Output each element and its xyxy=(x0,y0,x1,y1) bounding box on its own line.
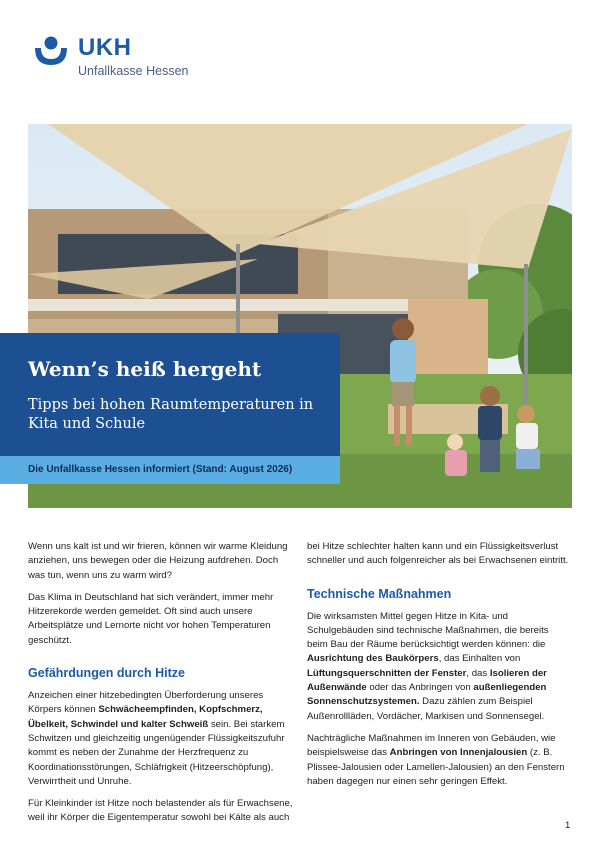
children-paragraph: Für Kleinkinder ist Hitze noch belastender als für Erwachsene, weil ihr Körper die Eigentemperatur sowohl bei Kälte als auch xyxy=(28,798,293,824)
interior-measures-paragraph: Nachträgliche Maßnahmen im Inneren von Gebäuden, wie beispielsweise das Anbringen von Innenjalousien (z. B. Plissee-Jalousien oder Lamellen-Jalousien) an den Fenstern haben dagegen nur einen sehr geringen Effekt. xyxy=(307,732,565,787)
page-subtitle: Tipps bei hohen Raumtemperaturen in Kita und Schule xyxy=(28,397,314,432)
section-heading-hazards: Gefährdungen durch Hitze xyxy=(28,666,185,681)
left-column xyxy=(28,540,293,834)
intro-paragraph: Wenn uns kalt ist und wir frieren, können wir warme Kleidung anziehen, uns bewegen oder die Heizung aufdrehen. Doch was tun, wenn uns zu warm wird? xyxy=(28,541,288,581)
right-column xyxy=(307,540,572,797)
title-box xyxy=(0,333,340,456)
info-bar xyxy=(0,456,340,484)
ukh-logo-mark-icon xyxy=(34,36,68,66)
ukh-logo xyxy=(34,34,194,84)
logo-name: UKH xyxy=(78,34,132,61)
info-text: Die Unfallkasse Hessen informiert (Stand: August 2026) xyxy=(28,464,293,475)
logo-subtitle: Unfallkasse Hessen xyxy=(78,64,189,78)
section-heading-technical: Technische Maßnahmen xyxy=(307,586,452,601)
symptoms-paragraph: Anzeichen einer hitzebedingten Überforderung unseres Körpers können Schwächeempfinden, Kopfschmerz, Übelkeit, Schwindel und kalter Schweiß sein. Bei starkem Schwitzen und gleichzeitig ungenügender Flüssigkeitszufuhr kommt es neben der Zunahme der Herzfrequenz zu Koordinationsstörungen, Schläfrigkeit (Hitzeerschöpfung), Verwirrtheit und Unruhe. xyxy=(28,690,285,787)
climate-paragraph: Das Klima in Deutschland hat sich verändert, immer mehr Hitzerekorde werden gemeldet. Oft sind auch unsere Arbeitsplätze und Lernorte nicht vor hohen Temperaturen geschützt. xyxy=(28,591,274,646)
technical-paragraph: Die wirksamsten Mittel gegen Hitze in Kita- und Schulgebäuden sind technische Maßnahmen, die bereits beim Bau der Räume berücksichtigt werden können: die Ausrichtung des Baukörpers, das Einhalten von Lüftungsquerschnitten der Fenster, das Isolieren der Außenwände oder das Anbringen von außenliegenden Sonnenschutzsystemen. Dazu zählen zum Beispiel Außenrollläden, Vordächer, Markisen und Sonnensegel. xyxy=(307,610,549,722)
page-title: Wenn’s heiß hergeht xyxy=(28,357,262,381)
continuation-paragraph: bei Hitze schlechter halten kann und ein Flüssigkeitsverlust schneller und auch folgenreicher als bei Erwachsenen eintritt. xyxy=(307,541,569,567)
page-number: 1 xyxy=(565,820,571,831)
